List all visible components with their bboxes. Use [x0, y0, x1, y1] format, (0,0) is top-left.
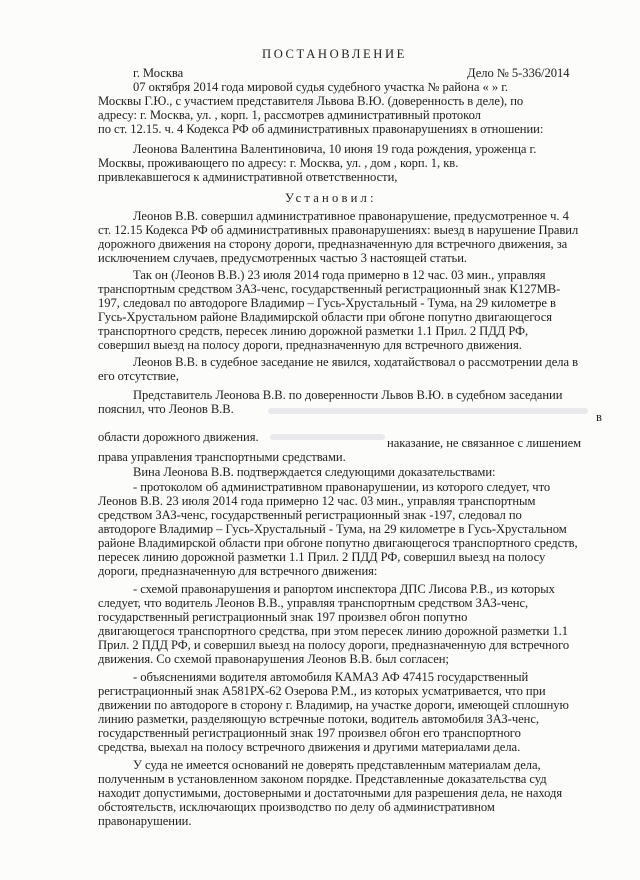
body-line: пояснил, что Леонов В.В.: [98, 402, 234, 416]
intro-line: адресу: г. Москва, ул. , корп. 1, рассмотрев административный протокол: [98, 108, 481, 122]
body-line: движении по автодороге в сторону г. Владимир, на участке дороги, имеющей сплошную: [98, 698, 569, 712]
redacted-region: [270, 434, 385, 440]
body-line: пересек линию дорожной разметки 1.1 Прил. 2 ПДД РФ, совершил выезд на полосу: [98, 550, 546, 564]
body-line: исключением случаев, предусмотренных частью 3 настоящей статьи.: [98, 251, 468, 265]
intro-line: Леонова Валентина Валентиновича, 10 июня 19 года рождения, уроженца г.: [133, 142, 537, 156]
body-line: области дорожного движения.: [98, 430, 259, 444]
body-line: Представитель Леонова В.В. по доверенности Львов В.Ю. в судебном заседании: [133, 388, 563, 402]
intro-line: 07 октября 2014 года мировой судья судебного участка № района « » г.: [133, 80, 508, 94]
body-line: права управления транспортными средствами.: [98, 450, 346, 464]
body-line: дорожного движения на сторону дороги, предназначенную для встречного движения, за: [98, 237, 568, 251]
body-line: средства, выехал на полосу встречного движения и другими материалами дела.: [98, 740, 521, 754]
intro-line: Москвы Г.Ю., с участием представителя Львова В.Ю. (доверенность в деле), по: [98, 94, 524, 108]
body-line: двигающегося транспортного средства, при этом пересек линию дорожной разметки 1.1: [98, 624, 568, 638]
body-line: районе Владимирской области при обгоне попутно двигающегося транспортного средств,: [98, 536, 578, 550]
document-title: ПОСТАНОВЛЕНИЕ: [262, 47, 407, 61]
body-line: 197, следовал по автодороге Владимир – Гусь-Хрустальный - Тума, на 29 километре в: [98, 296, 556, 310]
body-line: находит допустимыми, достоверными и достаточными для разрешения дела, не находя: [98, 786, 563, 800]
body-line: наказание, не связанное с лишением: [387, 436, 582, 450]
body-line: полученным в установленном законом порядке. Представленные доказательства суд: [98, 772, 547, 786]
body-line: Так он (Леонов В.В.) 23 июля 2014 года примерно в 12 час. 03 мин., управляя: [133, 268, 546, 282]
body-line: Леонов В.В. 23 июля 2014 года примерно 12 час. 03 мин., управляя транспортным: [98, 494, 536, 508]
redacted-region: [268, 408, 588, 414]
body-line: У суда не имеется оснований не доверять представленным материалам дела,: [133, 758, 541, 772]
body-line: его отсутствие,: [98, 369, 179, 383]
body-line: автодороге Владимир – Гусь-Хрустальный - Тума, на 29 километре в Гусь-Хрустальном: [98, 522, 567, 536]
body-line: транспортным средством ЗАЗ-ченс, государственный регистрационный знак К127МВ-: [98, 282, 561, 296]
body-line: - схемой правонарушения и рапортом инспектора ДПС Лисова Р.В., из которых: [133, 582, 555, 596]
body-line: - протоколом об административном правонарушении, из которого следует, что: [133, 480, 551, 494]
body-line: дороги, предназначенную для встречного движения:: [98, 564, 378, 578]
intro-line: по ст. 12.15. ч. 4 Кодекса РФ об административных правонарушениях в отношении:: [98, 122, 544, 136]
body-line: средством ЗАЗ-ченс, государственный регистрационный знак -197, следовал по: [98, 508, 522, 522]
body-line: ст. 12.15 Кодекса РФ об административных правонарушениях: выезд в нарушение Правил: [98, 223, 579, 237]
body-line: регистрационный знак А581РХ-62 Озерова Р.М., из которых усматривается, что при: [98, 684, 546, 698]
case-number: Дело № 5-336/2014: [467, 66, 570, 80]
body-line: Вина Леонова В.В. подтверждается следующими доказательствами:: [133, 465, 496, 479]
body-line: Прил. 2 ПДД РФ, и совершил выезд на полосу дороги, предназначенную для встречного: [98, 638, 570, 652]
body-line: государственный регистрационный знак 197 произвел обгон его транспортного: [98, 726, 521, 740]
body-line: движения. Со схемой правонарушения Леонов В.В. был согласен;: [98, 652, 449, 666]
body-line: Гусь-Хрустальном районе Владимирской области при обгоне попутно двигающегося: [98, 310, 552, 324]
intro-line: Москвы, проживающего по адресу: г. Москва, ул. , дом , корп. 1, кв.: [98, 156, 459, 170]
body-line: Леонов В.В. совершил административное правонарушение, предусмотренное ч. 4: [133, 209, 569, 223]
body-line: совершил выезд на полосу дороги, предназначенную для встречного движения.: [98, 338, 522, 352]
body-line: обстоятельств, исключающих производство по делу об административном: [98, 800, 495, 814]
intro-line: привлекавшегося к административной ответственности,: [98, 170, 398, 184]
body-line: следует, что водитель Леонов В.В., управляя транспортным средством ЗАЗ-ченс,: [98, 596, 529, 610]
body-line: в: [596, 410, 602, 424]
body-line: правонарушении.: [98, 814, 192, 828]
body-line: государственный регистрационный знак 197 произвел обгон попутно: [98, 610, 468, 624]
section-heading: Установил:: [285, 191, 377, 205]
city: г. Москва: [133, 66, 184, 80]
body-line: - объяснениями водителя автомобиля КАМАЗ АФ 47415 государственный: [133, 670, 529, 684]
body-line: Леонов В.В. в судебное заседание не явился, ходатайствовал о рассмотрении дела в: [133, 355, 579, 369]
body-line: транспортного средств, пересек линию дорожной разметки 1.1 Прил. 2 ПДД РФ,: [98, 324, 529, 338]
body-line: линию разметки, разделяющую встречные потоки, водитель автомобиля ЗАЗ-ченс,: [98, 712, 539, 726]
